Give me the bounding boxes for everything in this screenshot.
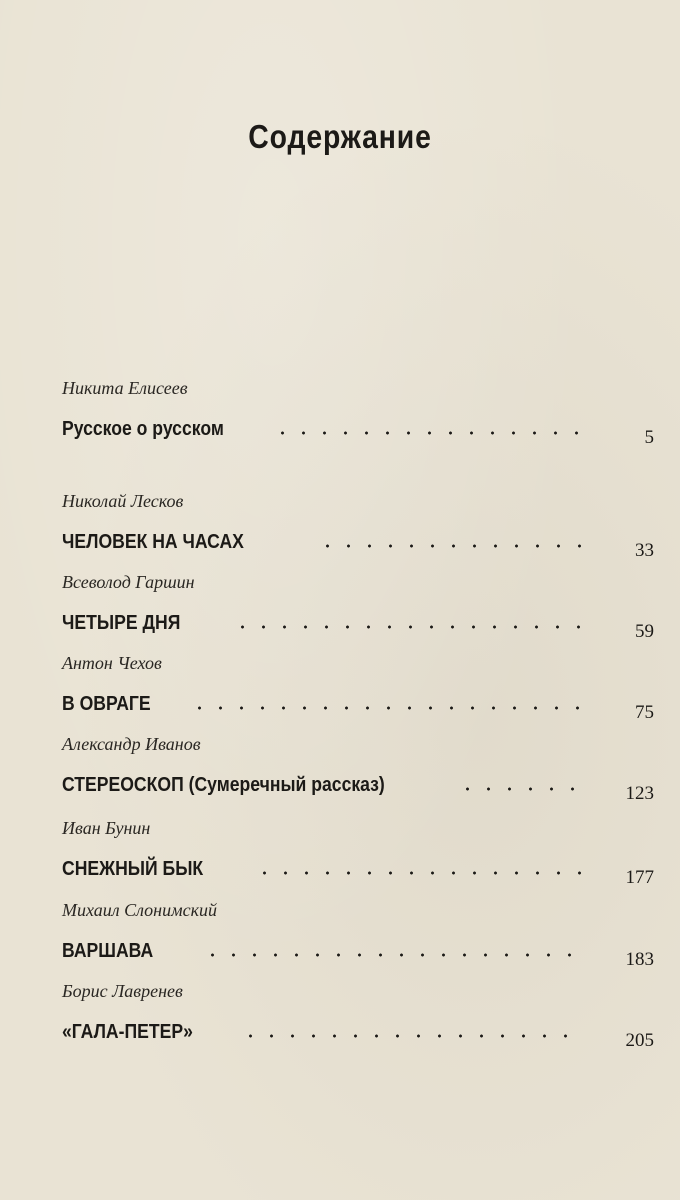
entry-title: ЧЕЛОВЕК НА ЧАСАХ xyxy=(62,531,244,553)
entry-page-number: 177 xyxy=(625,867,654,888)
entry-page-number: 75 xyxy=(635,702,654,723)
toc-entry xyxy=(62,490,654,561)
entry-page-number: 123 xyxy=(625,783,654,804)
leader-dots xyxy=(317,544,582,548)
toc-entry xyxy=(62,817,654,888)
toc-entry xyxy=(62,733,654,804)
entry-line xyxy=(62,767,654,804)
toc-entry xyxy=(62,899,654,970)
entry-title: Русское о русском xyxy=(62,418,224,440)
entry-line xyxy=(62,851,654,888)
entry-author: Никита Елисеев xyxy=(62,378,188,398)
entry-page-number: 5 xyxy=(644,427,654,448)
entry-line xyxy=(62,686,654,723)
leader-dots xyxy=(240,1034,582,1038)
toc-entry xyxy=(62,571,654,642)
entry-author: Александр Иванов xyxy=(62,734,201,754)
page-title: Содержание xyxy=(248,118,432,155)
entry-title: СНЕЖНЫЙ БЫК xyxy=(62,858,204,880)
entry-line xyxy=(62,605,654,642)
leader-dots xyxy=(254,871,582,875)
entry-title: «ГАЛА-ПЕТЕР» xyxy=(62,1021,193,1043)
toc-entry xyxy=(62,980,654,1051)
entry-author: Антон Чехов xyxy=(62,653,162,673)
entry-title: СТЕРЕОСКОП (Сумеречный рассказ) xyxy=(62,774,385,796)
toc-entry xyxy=(62,377,654,448)
entry-author: Всеволод Гаршин xyxy=(62,572,195,592)
leader-dots xyxy=(202,953,582,957)
entry-title: ВАРШАВА xyxy=(62,940,154,962)
entry-line xyxy=(62,411,654,448)
entry-title: В ОВРАГЕ xyxy=(62,693,151,715)
entry-author: Николай Лесков xyxy=(62,491,184,511)
toc-entry xyxy=(62,652,654,723)
leader-dots xyxy=(457,787,582,791)
entry-title: ЧЕТЫРЕ ДНЯ xyxy=(62,612,181,634)
entry-author: Борис Лавренев xyxy=(62,981,183,1001)
leader-dots xyxy=(272,431,582,435)
entry-line xyxy=(62,933,654,970)
entry-line xyxy=(62,1014,654,1051)
entry-page-number: 205 xyxy=(625,1030,654,1051)
entry-author: Михаил Слонимский xyxy=(62,900,217,920)
entry-page-number: 59 xyxy=(635,621,654,642)
leader-dots xyxy=(189,706,582,710)
entry-author: Иван Бунин xyxy=(62,818,151,838)
entry-page-number: 183 xyxy=(625,949,654,970)
entry-line xyxy=(62,524,654,561)
leader-dots xyxy=(232,625,582,629)
entry-page-number: 33 xyxy=(635,540,654,561)
